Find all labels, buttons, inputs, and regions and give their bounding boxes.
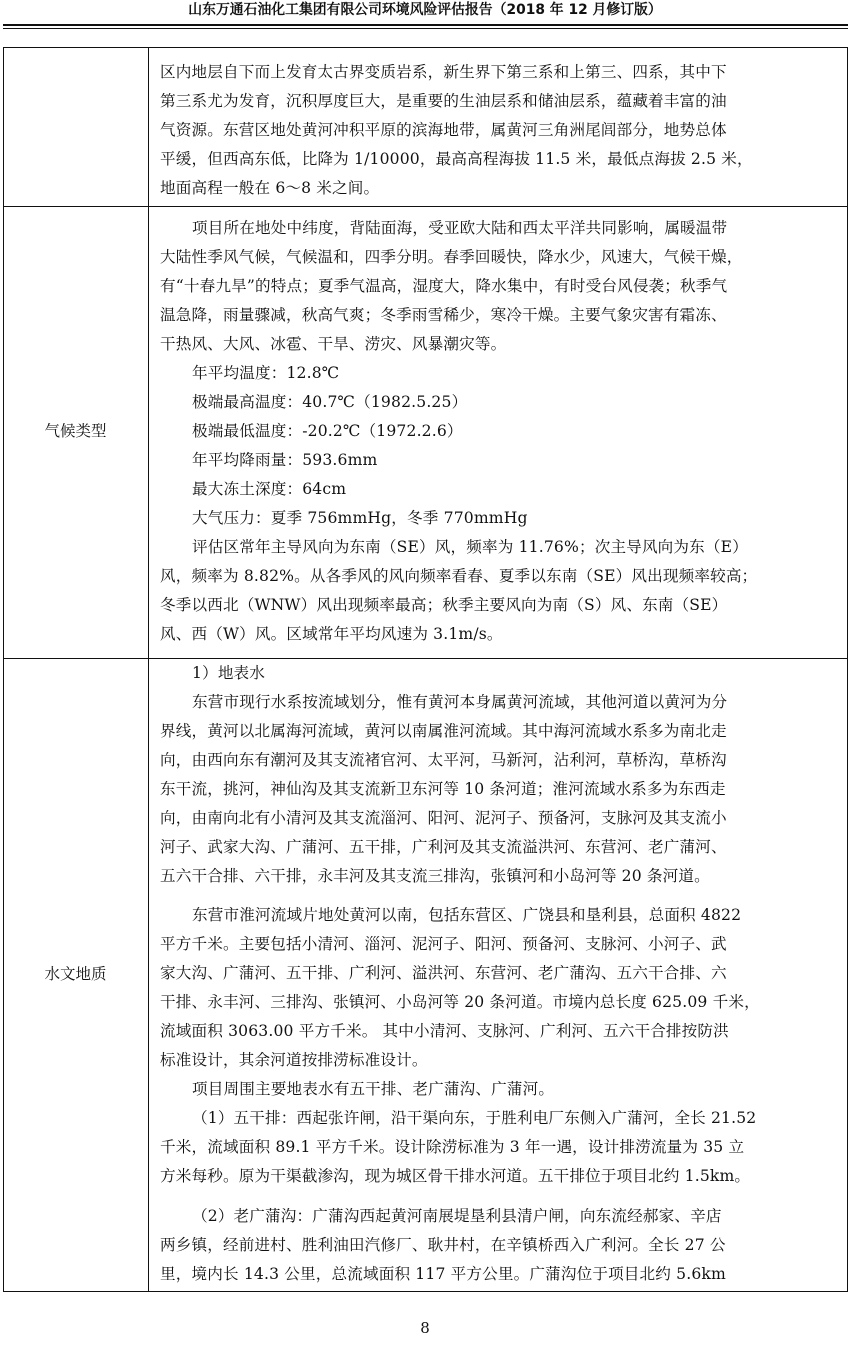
text-line: 流域面积 3063.00 平方千米。 其中小清河、支脉河、广利河、五六干合排按防洪 [160,1022,729,1040]
text-line: 平方千米。主要包括小清河、淄河、泥河子、阳河、预备河、支脉河、小河子、武 [160,935,727,953]
text-line: 温急降，雨量骤减，秋高气爽；冬季雨雪稀少，寒冷干燥。主要气象灾害有霜冻、 [160,306,727,324]
text-line: 干排、永丰河、三排沟、张镇河、小岛河等 20 条河道。市境内总长度 625.09 千米， [160,993,760,1011]
table-column-divider [148,47,149,1292]
text-line: 千米，流域面积 89.1 平方千米。设计除涝标准为 3 年一遇，设计排涝流量为 35 立 [160,1138,745,1156]
page-number: 8 [420,1319,430,1337]
text-line: 东干流，挑河，神仙沟及其支流新卫东河等 10 条河道；淮河流域水系多为东西走 [160,780,726,798]
text-line: 风、西（W）风。区域常年平均风速为 3.1m/s。 [160,625,503,643]
header-rule-thin [3,28,848,29]
row-label-climate: 气候类型 [44,422,107,440]
text-line: 五六干合排、六干排，永丰河及其支流三排沟，张镇河和小岛河等 20 条河道。 [160,867,710,885]
text-line: 气资源。东营区地处黄河冲积平原的滨海地带，属黄河三角洲尾闾部分，地势总体 [160,121,727,139]
text-line: 界线，黄河以北属海河流域，黄河以南属淮河流域。其中海河流域水系多为南北走 [160,722,727,740]
text-line: 家大沟、广蒲河、五干排、广利河、溢洪河、东营河、老广蒲沟、五六干合排、六 [160,964,727,982]
text-line: 年平均降雨量：593.6mm [192,451,378,469]
text-line: 项目周围主要地表水有五干排、老广蒲沟、广蒲河。 [192,1080,555,1098]
text-line: 冬季以西北（WNW）风出现频率最高；秋季主要风向为南（S）风、东南（SE） [160,596,728,614]
text-line: 1）地表水 [192,664,266,682]
text-line: 河子、武家大沟、广蒲河、五干排，广利河及其支流溢洪河、东营河、老广蒲河、 [160,838,727,856]
table-left-border [3,47,4,1292]
table-row-divider [3,206,848,207]
text-line: （1）五干排：西起张许闸，沿干渠向东，于胜利电厂东侧入广蒲河，全长 21.52 [192,1109,757,1127]
text-line: 地面高程一般在 6～8 米之间。 [160,179,380,197]
text-line: 评估区常年主导风向为东南（SE）风，频率为 11.76%；次主导风向为东（E） [192,538,748,556]
text-line: 东营市现行水系按流域划分，惟有黄河本身属黄河流域，其他河道以黄河为分 [192,693,728,711]
text-line: 标准设计，其余河道按排涝标准设计。 [160,1051,428,1069]
text-line: 极端最高温度：40.7℃（1982.5.25） [192,393,468,411]
report-header: 山东万通石油化工集团有限公司环境风险评估报告（2018 年 12 月修订版） [188,2,662,18]
text-line: 大气压力：夏季 756mmHg，冬季 770mmHg [192,509,528,527]
text-line: 第三系尤为发育，沉积厚度巨大，是重要的生油层系和储油层系，蕴藏着丰富的油 [160,92,727,110]
text-line: 干热风、大风、冰雹、干旱、涝灾、风暴潮灾等。 [160,335,507,353]
text-line: 区内地层自下而上发育太古界变质岩系，新生界下第三系和上第三、四系，其中下 [160,63,727,81]
table-top-border [3,47,848,48]
text-line: 年平均温度：12.8℃ [192,364,340,382]
text-line: 平缓，但西高东低，比降为 1/10000，最高高程海拔 11.5 米，最低点海拔 2.5 米， [160,150,753,168]
text-line: 极端最低温度：-20.2℃（1972.2.6） [192,422,463,440]
table-right-border [847,47,848,1292]
header-rule-thick [3,24,848,26]
text-line: 向，由西向东有潮河及其支流褚官河、太平河，马新河，沾利河，草桥沟，草桥沟 [160,751,727,769]
text-line: 东营市淮河流域片地处黄河以南，包括东营区、广饶县和垦利县，总面积 4822 [192,906,742,924]
table-row-divider [3,658,848,659]
text-line: 向，由南向北有小清河及其支流淄河、阳河、泥河子、预备河，支脉河及其支流小 [160,809,727,827]
text-line: 方米每秒。原为干渠截渗沟，现为城区骨干排水河道。五干排位于项目北约 1.5km。 [160,1167,751,1185]
text-line: 最大冻土深度：64cm [192,480,347,498]
text-line: （2）老广蒲沟：广蒲沟西起黄河南展堤垦利县清户闸，向东流经郝家、辛店 [192,1207,722,1225]
text-line: 风，频率为 8.82%。从各季风的风向频率看春、夏季以东南（SE）风出现频率较高； [160,567,758,585]
text-line: 里，境内长 14.3 公里，总流域面积 117 平方公里。广蒲沟位于项目北约 5.6km [160,1265,726,1283]
row-label-hydrogeology: 水文地质 [44,965,107,983]
table-bottom-border [3,1291,848,1292]
text-line: 有“十春九旱”的特点；夏季气温高，湿度大，降水集中，有时受台风侵袭；秋季气 [160,277,728,295]
text-line: 项目所在地处中纬度，背陆面海，受亚欧大陆和西太平洋共同影响，属暖温带 [192,219,728,237]
text-line: 大陆性季风气候，气候温和，四季分明。春季回暖快，降水少，风速大，气候干燥， [160,248,743,266]
text-line: 两乡镇，经前进村、胜利油田汽修厂、耿井村，在辛镇桥西入广利河。全长 27 公 [160,1236,726,1254]
